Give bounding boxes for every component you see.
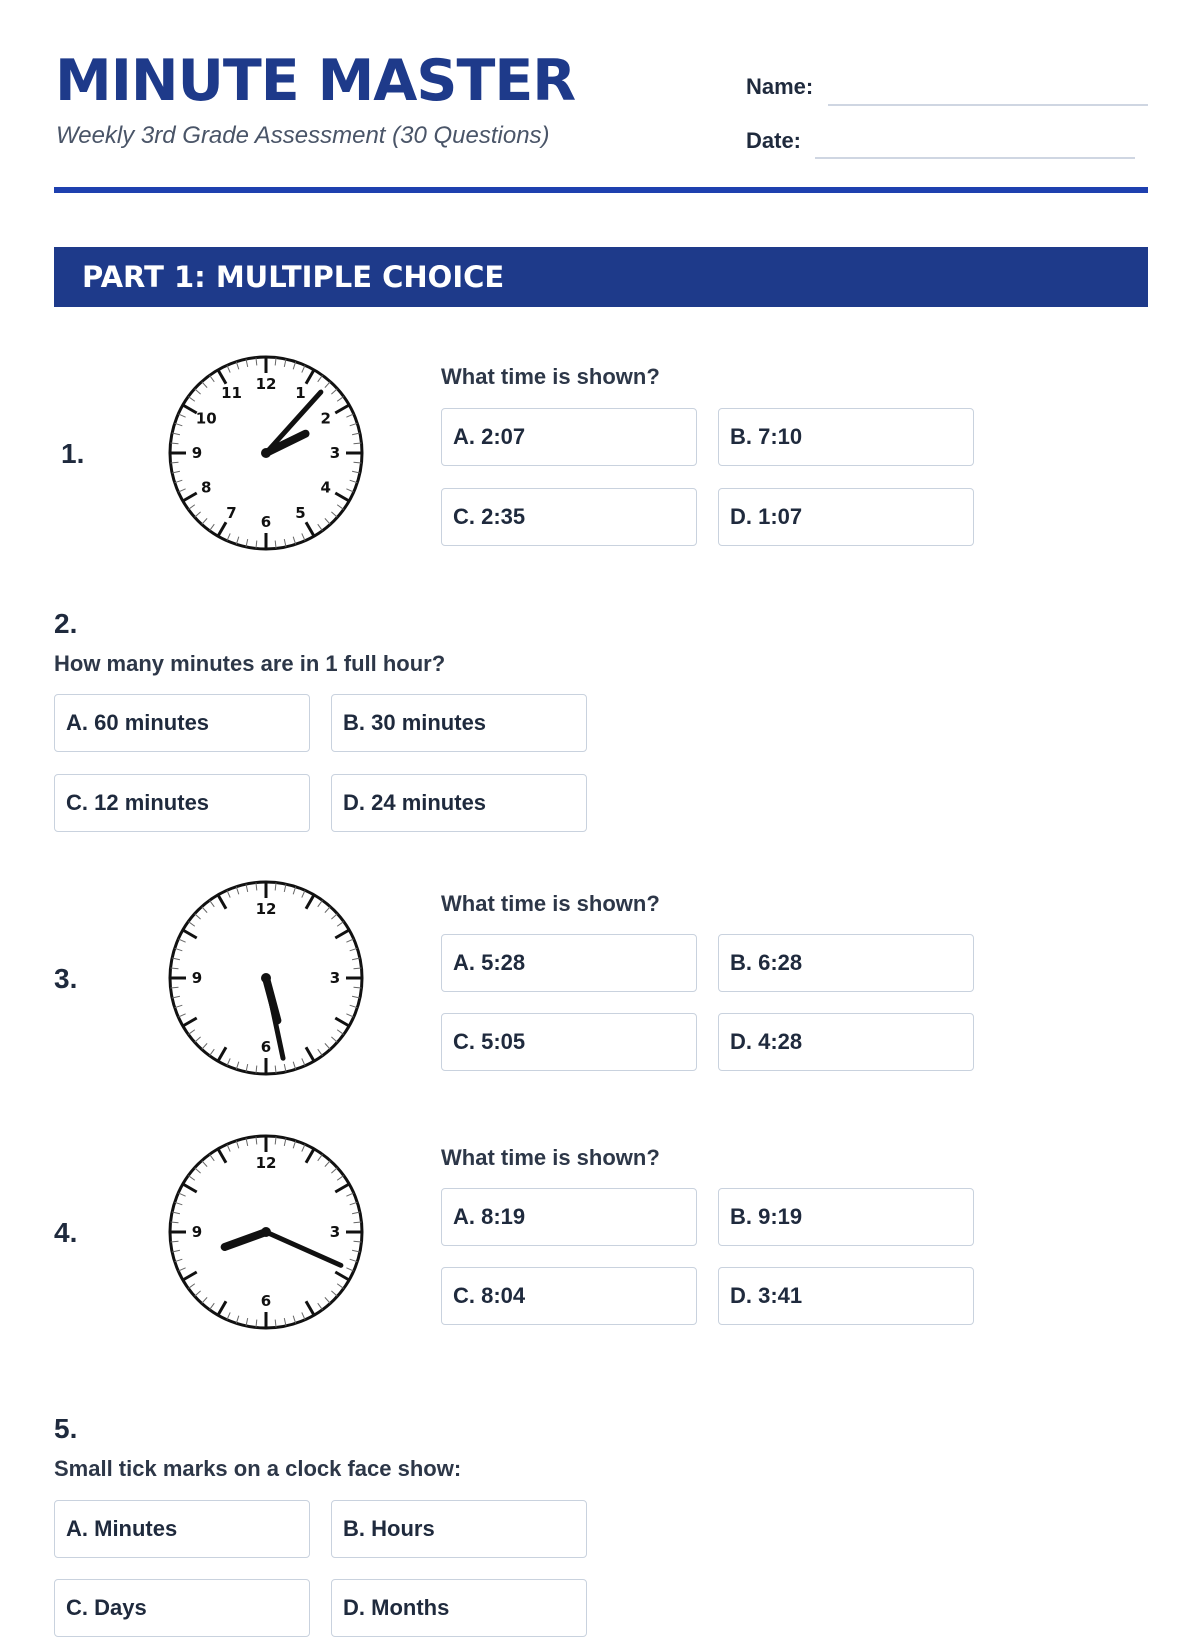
question-5-option-a[interactable]: A. Minutes bbox=[54, 1500, 310, 1558]
question-5-number: 5. bbox=[54, 1413, 78, 1444]
clock-numeral: 5 bbox=[295, 503, 306, 522]
question-1-clock bbox=[166, 353, 366, 553]
date-label: Date: bbox=[746, 128, 802, 153]
question-3-option-d[interactable]: D. 4:28 bbox=[718, 1013, 974, 1071]
question-3-clock bbox=[166, 878, 366, 1078]
clock-numeral: 10 bbox=[195, 409, 217, 428]
clock-numeral: 7 bbox=[226, 503, 237, 522]
header-divider bbox=[54, 187, 1148, 193]
clock-center-pin bbox=[261, 448, 271, 458]
worksheet-title: MINUTE MASTER bbox=[55, 48, 576, 114]
question-1-option-b[interactable]: B. 7:10 bbox=[718, 408, 974, 466]
question-3-number: 3. bbox=[54, 963, 78, 994]
name-label: Name: bbox=[746, 74, 814, 99]
clock-numeral: 1 bbox=[295, 384, 306, 403]
clock-numeral: 11 bbox=[221, 384, 242, 403]
question-4-option-b[interactable]: B. 9:19 bbox=[718, 1188, 974, 1246]
question-1-option-a[interactable]: A. 2:07 bbox=[441, 408, 697, 466]
question-4-option-c[interactable]: C. 8:04 bbox=[441, 1267, 697, 1325]
clock-numeral: 3 bbox=[329, 444, 341, 462]
question-4-prompt: What time is shown? bbox=[441, 1145, 660, 1170]
date-field[interactable] bbox=[815, 157, 1135, 159]
clock-center-pin bbox=[261, 1227, 271, 1237]
clock-numeral: 9 bbox=[191, 1223, 203, 1241]
question-2-option-a[interactable]: A. 60 minutes bbox=[54, 694, 310, 752]
clock-numeral: 2 bbox=[320, 409, 331, 428]
question-5-option-d[interactable]: D. Months bbox=[331, 1579, 587, 1637]
clock-numeral: 3 bbox=[329, 1223, 341, 1241]
name-field[interactable] bbox=[828, 104, 1148, 106]
question-2-number: 2. bbox=[54, 608, 78, 639]
question-4-option-d[interactable]: D. 3:41 bbox=[718, 1267, 974, 1325]
clock-numeral: 12 bbox=[255, 375, 277, 393]
clock-center-pin bbox=[261, 973, 271, 983]
question-2-option-c[interactable]: C. 12 minutes bbox=[54, 774, 310, 832]
clock-numeral: 9 bbox=[191, 969, 203, 987]
clock-numeral: 6 bbox=[260, 1292, 272, 1310]
question-4-option-a[interactable]: A. 8:19 bbox=[441, 1188, 697, 1246]
clock-numeral: 3 bbox=[329, 969, 341, 987]
question-3-option-a[interactable]: A. 5:28 bbox=[441, 934, 697, 992]
question-1-number: 1. bbox=[61, 438, 85, 469]
question-4-clock bbox=[166, 1132, 366, 1332]
question-3-prompt: What time is shown? bbox=[441, 891, 660, 916]
clock-numeral: 6 bbox=[260, 513, 272, 531]
clock-numeral: 4 bbox=[320, 478, 331, 497]
worksheet-subtitle: Weekly 3rd Grade Assessment (30 Questions) bbox=[56, 122, 550, 149]
clock-numeral: 9 bbox=[191, 444, 203, 462]
clock-numeral: 12 bbox=[255, 1154, 277, 1172]
clock-numeral: 8 bbox=[201, 478, 212, 497]
clock-numeral: 6 bbox=[260, 1038, 272, 1056]
clock-numeral: 12 bbox=[255, 900, 277, 918]
question-5-option-b[interactable]: B. Hours bbox=[331, 1500, 587, 1558]
question-2-option-b[interactable]: B. 30 minutes bbox=[331, 694, 587, 752]
section-banner: PART 1: MULTIPLE CHOICE bbox=[54, 247, 1148, 307]
question-5-prompt: Small tick marks on a clock face show: bbox=[54, 1456, 462, 1481]
question-1-prompt: What time is shown? bbox=[441, 364, 660, 389]
question-5-option-c[interactable]: C. Days bbox=[54, 1579, 310, 1637]
question-1-option-c[interactable]: C. 2:35 bbox=[441, 488, 697, 546]
question-3-option-b[interactable]: B. 6:28 bbox=[718, 934, 974, 992]
question-1-option-d[interactable]: D. 1:07 bbox=[718, 488, 974, 546]
question-2-option-d[interactable]: D. 24 minutes bbox=[331, 774, 587, 832]
question-2-prompt: How many minutes are in 1 full hour? bbox=[54, 651, 446, 676]
question-3-option-c[interactable]: C. 5:05 bbox=[441, 1013, 697, 1071]
question-4-number: 4. bbox=[54, 1217, 78, 1248]
